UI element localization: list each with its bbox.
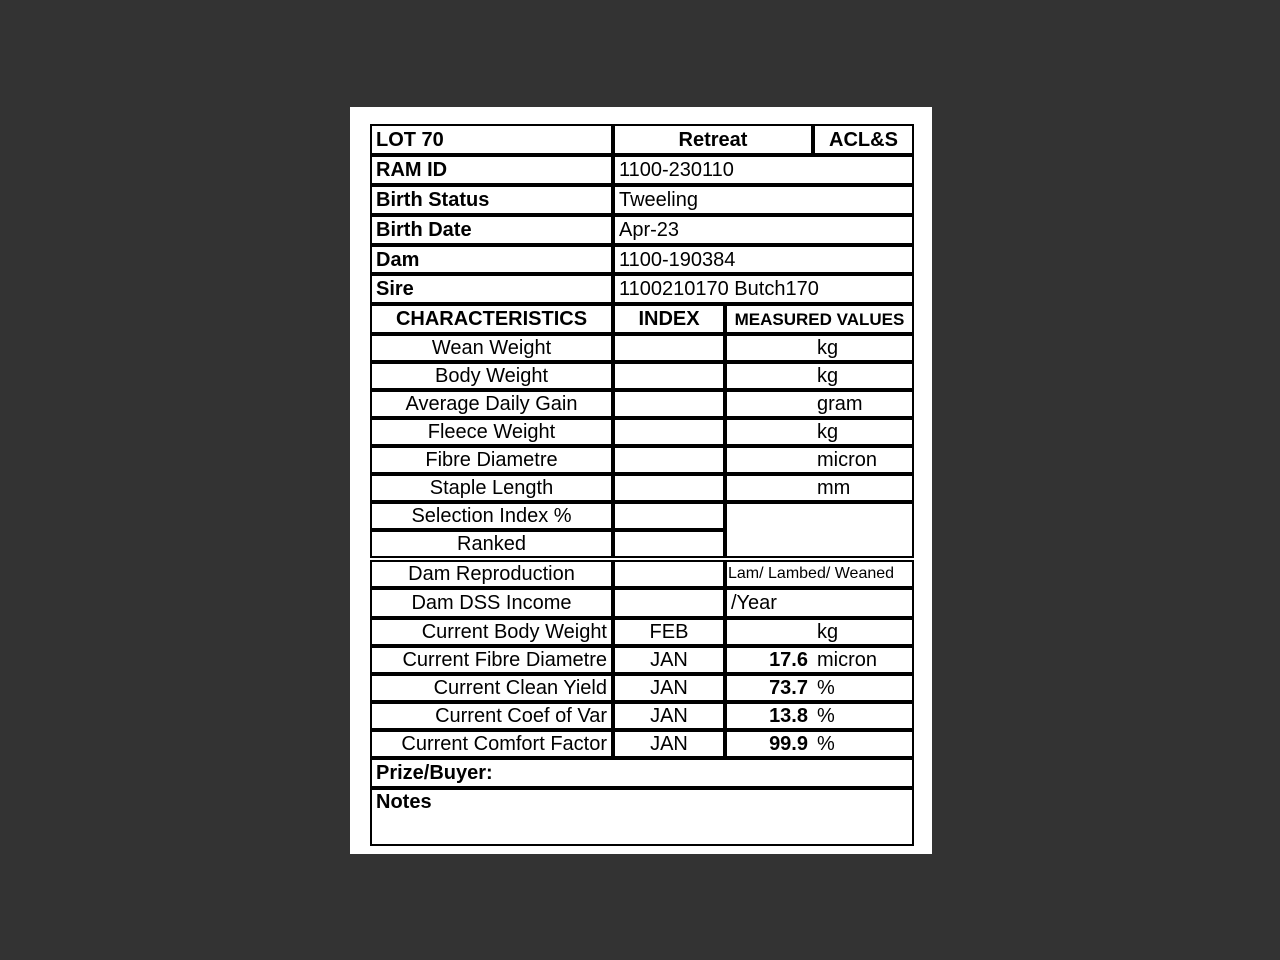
current-trait-value: 99.9 <box>769 733 808 755</box>
notes-label: Notes <box>370 788 914 846</box>
trait-name: Wean Weight <box>370 334 613 362</box>
current-trait-measured <box>725 730 914 758</box>
dam-reproduction-label: Dam Reproduction <box>370 560 613 588</box>
lot-number: LOT 70 <box>370 124 613 155</box>
ranked-value <box>613 530 725 558</box>
trait-measured <box>725 362 914 390</box>
sire-label: Sire <box>370 274 613 304</box>
trait-measured <box>725 390 914 418</box>
current-trait-month: FEB <box>613 618 725 646</box>
measured-values-header: MEASURED VALUES <box>725 304 914 334</box>
trait-index <box>613 334 725 362</box>
current-trait-measured <box>725 618 914 646</box>
breeder-name: Retreat <box>613 124 813 155</box>
current-trait-value: 13.8 <box>769 705 808 727</box>
current-trait-unit: % <box>817 677 835 699</box>
trait-index <box>613 390 725 418</box>
current-trait-month: JAN <box>613 730 725 758</box>
trait-measured <box>725 418 914 446</box>
trait-unit: mm <box>817 477 851 499</box>
trait-index <box>613 474 725 502</box>
trait-index <box>613 362 725 390</box>
dam-dss-income-value: /Year <box>725 588 914 618</box>
trait-measured <box>725 446 914 474</box>
current-trait-unit: % <box>817 733 835 755</box>
current-trait-name: Current Body Weight <box>370 618 613 646</box>
birth-status-value: Tweeling <box>613 185 914 215</box>
birth-status-label: Birth Status <box>370 185 613 215</box>
ram-id-label: RAM ID <box>370 155 613 185</box>
merged-blank-cell <box>725 502 914 558</box>
current-trait-month: JAN <box>613 674 725 702</box>
lot-card <box>350 107 932 854</box>
dam-value: 1100-190384 <box>613 245 914 274</box>
trait-measured <box>725 334 914 362</box>
trait-name: Staple Length <box>370 474 613 502</box>
lot-table <box>370 124 914 846</box>
trait-unit: kg <box>817 337 839 359</box>
trait-name: Average Daily Gain <box>370 390 613 418</box>
trait-unit: kg <box>817 365 839 387</box>
current-trait-name: Current Clean Yield <box>370 674 613 702</box>
breeder-code: ACL&S <box>813 124 914 155</box>
current-trait-name: Current Coef of Var <box>370 702 613 730</box>
current-trait-measured <box>725 702 914 730</box>
birth-date-value: Apr-23 <box>613 215 914 245</box>
dam-reproduction-index <box>613 560 725 588</box>
current-trait-value: 73.7 <box>769 677 808 699</box>
dam-dss-income-label: Dam DSS Income <box>370 588 613 618</box>
trait-index <box>613 418 725 446</box>
current-trait-month: JAN <box>613 702 725 730</box>
trait-unit: kg <box>817 421 839 443</box>
trait-name: Fibre Diametre <box>370 446 613 474</box>
dam-label: Dam <box>370 245 613 274</box>
current-trait-unit: kg <box>817 621 839 643</box>
sire-value: 1100210170 Butch170 <box>613 274 914 304</box>
index-header: INDEX <box>613 304 725 334</box>
current-trait-name: Current Fibre Diametre <box>370 646 613 674</box>
current-trait-name: Current Comfort Factor <box>370 730 613 758</box>
ranked-label: Ranked <box>370 530 613 558</box>
trait-name: Fleece Weight <box>370 418 613 446</box>
trait-unit: micron <box>817 449 878 471</box>
dam-dss-income-index <box>613 588 725 618</box>
prize-buyer-label: Prize/Buyer: <box>370 758 914 788</box>
dam-reproduction-value: Lam/ Lambed/ Weaned <box>725 560 914 588</box>
current-trait-value: 17.6 <box>769 649 808 671</box>
ram-id-value: 1100-230110 <box>613 155 914 185</box>
current-trait-measured <box>725 674 914 702</box>
selection-index-value <box>613 502 725 530</box>
current-trait-unit: % <box>817 705 835 727</box>
trait-measured <box>725 474 914 502</box>
selection-index-label: Selection Index % <box>370 502 613 530</box>
trait-index <box>613 446 725 474</box>
characteristics-header: CHARACTERISTICS <box>370 304 613 334</box>
current-trait-measured <box>725 646 914 674</box>
current-trait-unit: micron <box>817 649 878 671</box>
trait-unit: gram <box>817 393 863 415</box>
trait-name: Body Weight <box>370 362 613 390</box>
birth-date-label: Birth Date <box>370 215 613 245</box>
current-trait-month: JAN <box>613 646 725 674</box>
